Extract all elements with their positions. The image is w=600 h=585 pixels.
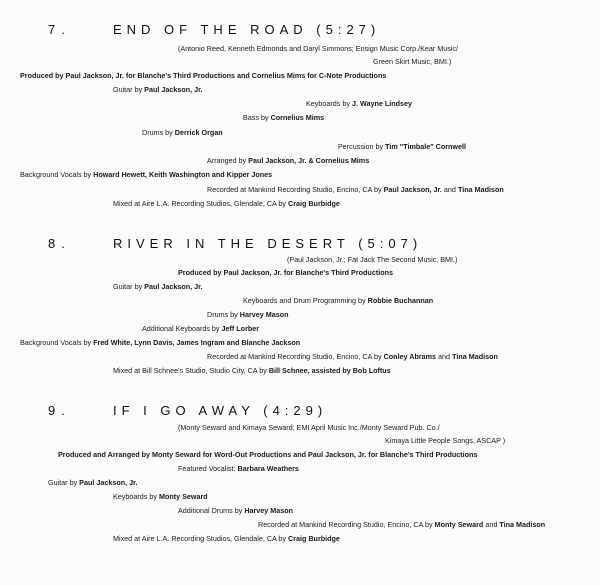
credit-label: and [483,520,500,529]
credit-name: Monty Seward [434,520,484,529]
credit-line [113,492,208,501]
credit-line [48,478,138,487]
credit-line [58,450,477,459]
credit-label: Background Vocals by [20,338,94,347]
credit-label: Drums by [142,128,175,137]
credit-label: Bass by [243,113,271,122]
publisher-credit: (Monty Seward and Kimaya Seward; EMI April Music Inc./Monty Seward Pub. Co./ [178,423,440,432]
credit-line [178,464,299,473]
credit-line [306,99,412,108]
credit-name: Conley Abrams [383,352,437,361]
credit-line [243,296,433,305]
credit-name: Tina Madison [452,352,498,361]
credit-line [113,199,340,208]
credit-name: Harvey Mason [239,310,289,319]
credit-name: Cornelius Mims [270,113,325,122]
credit-line [258,520,545,529]
credit-line [142,128,223,137]
credit-line [20,170,272,179]
credit-line [207,156,369,165]
credit-name: J. Wayne Lindsey [351,99,413,108]
credit-label: Recorded at Mankind Recording Studio, Encino, CA by [258,520,435,529]
credit-name: Craig Burbidge [288,534,340,543]
credit-name: Paul Jackson, Jr. [79,478,138,487]
credit-label: Recorded at Mankind Recording Studio, Encino, CA by [207,352,384,361]
track-title: END OF THE ROAD (5:27) [113,22,381,37]
credit-line [20,338,300,347]
credit-line [142,324,259,333]
credit-line [113,366,391,375]
credit-name: Jeff Lorber [221,324,260,333]
credit-name: Barbara Weathers [237,464,299,473]
credit-name: Tina Madison [457,185,504,194]
credit-label: Mixed at Aire L.A. Recording Studios, Glendale, CA by [113,199,288,208]
credit-name: Paul Jackson, Jr. [383,185,442,194]
credit-name: Craig Burbidge [288,199,340,208]
credit-label: Guitar by [113,282,145,291]
credit-name: Tina Madison [499,520,546,529]
credit-name: Monty Seward [158,492,208,501]
credit-line [178,506,293,515]
publisher-credit: (Paul Jackson, Jr.; Fat Jack The Second Music, BMI.) [287,255,458,264]
credit-line [207,185,504,194]
credit-line [113,282,203,291]
publisher-credit: (Antonio Reed, Kenneth Edmonds and Daryl Simmons; Ensign Music Corp./Kear Music/ [178,44,459,53]
publisher-credit: Kimaya Little People Songs, ASCAP ) [385,436,506,445]
track-number: 7. [48,22,71,37]
credit-label: Mixed at Aire L.A. Recording Studios, Glendale, CA by [113,534,288,543]
credit-label: Drums by [207,310,240,319]
credit-line [113,85,203,94]
credit-name: Robbie Buchannan [367,296,434,305]
credit-line [338,142,466,151]
track-number: 8. [48,236,71,251]
credit-label: Featured Vocalist: [178,464,238,473]
credit-label: Keyboards by [113,492,159,501]
credit-label: Background Vocals by [20,170,94,179]
credit-line [20,71,386,80]
credit-line [243,113,324,122]
credit-label: Keyboards by [306,99,352,108]
track-title: IF I GO AWAY (4:29) [113,403,328,418]
credit-label: Recorded at Mankind Recording Studio, Encino, CA by [207,185,384,194]
credit-line [207,352,498,361]
credit-label: Percussion by [338,142,386,151]
credit-label: and [441,185,458,194]
credit-line [207,310,289,319]
credit-name: Howard Hewett, Keith Washington and Kipper Jones [93,170,273,179]
credit-label: Keyboards and Drum Programming by [243,296,368,305]
credit-label: Additional Keyboards by [142,324,222,333]
track-number: 9. [48,403,71,418]
credit-name: Derrick Organ [174,128,223,137]
credit-label: Arranged by [207,156,249,165]
credit-name: Produced and Arranged by Monty Seward for Word-Out Productions and Paul Jackson, Jr. for Blanche's Third Productions [58,450,478,459]
credit-name: Tim "Timbale" Cornwell [385,142,466,151]
credit-line [178,268,393,277]
publisher-credit: Green Skirt Music, BMI.) [373,57,452,66]
credit-label: Mixed at Bill Schnee's Studio, Studio City, CA by [113,366,269,375]
credit-label: Guitar by [113,85,145,94]
credit-label: Additional Drums by [178,506,245,515]
credit-name: Paul Jackson, Jr. [144,282,203,291]
track-title: RIVER IN THE DESERT (5:07) [113,236,423,251]
credit-line [113,534,340,543]
credit-label: and [436,352,453,361]
credit-label: Guitar by [48,478,80,487]
credit-name: Produced by Paul Jackson, Jr. for Blanche's Third Productions and Cornelius Mims for C-Note Productions [20,71,387,80]
credit-name: Paul Jackson, Jr. & Cornelius Mims [248,156,370,165]
credit-name: Produced by Paul Jackson, Jr. for Blanche's Third Productions [178,268,393,277]
credit-name: Bill Schnee, assisted by Bob Loftus [268,366,391,375]
credit-name: Harvey Mason [244,506,294,515]
credit-name: Paul Jackson, Jr. [144,85,203,94]
credit-name: Fred White, Lynn Davis, James Ingram and Blanche Jackson [93,338,301,347]
